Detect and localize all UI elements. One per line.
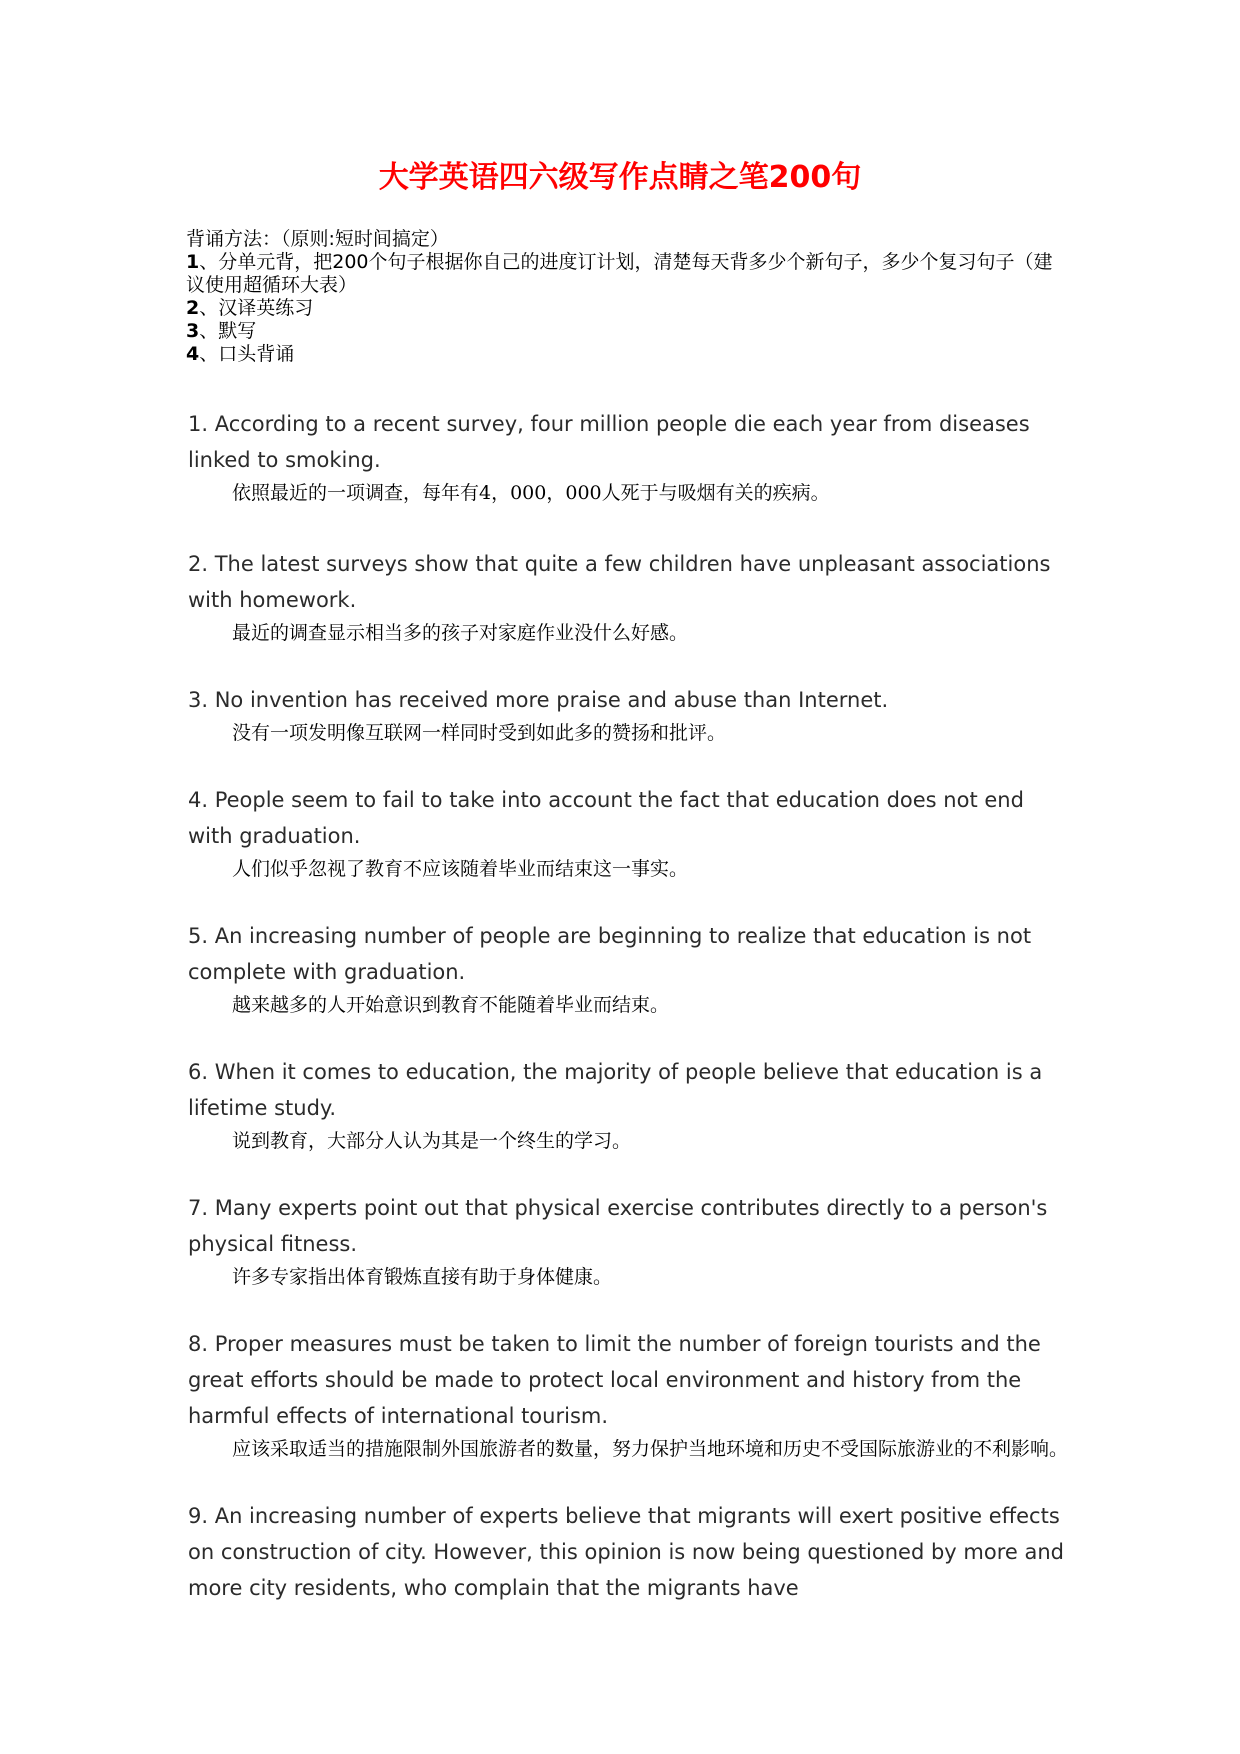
sentence-entry-8 — [188, 1326, 1068, 1464]
document-title: 大学英语四六级写作点睛之笔200句 — [378, 160, 862, 195]
chinese-translation: 越来越多的人开始意识到教育不能随着毕业而结束。 — [232, 994, 670, 1016]
english-sentence: 5. An increasing number of people are beginning to realize that education is not complete with graduation. — [188, 924, 1032, 984]
step-text: 、分单元背，把200个句子根据你自己的进度订计划，清楚每天背多少个新句子，多少个复习句子（建议使用超循环大表） — [186, 251, 1053, 296]
method-step-1 — [186, 251, 1066, 297]
sentence-list — [188, 406, 1068, 1606]
english-sentence: 3. No invention has received more praise and abuse than Internet. — [188, 688, 889, 712]
sentence-entry-6 — [188, 1054, 1068, 1156]
step-number: 3 — [186, 320, 200, 342]
sentence-entry-5 — [188, 918, 1068, 1020]
step-number: 4 — [186, 343, 200, 365]
method-step-4 — [186, 343, 1066, 366]
chinese-translation: 人们似乎忽视了教育不应该随着毕业而结束这一事实。 — [232, 858, 689, 880]
sentence-entry-1 — [188, 406, 1068, 508]
english-sentence: 4. People seem to fail to take into account the fact that education does not end with graduation. — [188, 788, 1024, 848]
english-sentence: 8. Proper measures must be taken to limit the number of foreign tourists and the great efforts should be made to protect local environment and history from the harmful effects of international tourism. — [188, 1332, 1041, 1428]
chinese-translation: 依照最近的一项调查，每年有4，000，000人死于与吸烟有关的疾病。 — [232, 482, 830, 504]
memorization-method — [186, 228, 1066, 366]
chinese-translation: 许多专家指出体育锻炼直接有助于身体健康。 — [232, 1266, 613, 1288]
chinese-translation: 应该采取适当的措施限制外国旅游者的数量，努力保护当地环境和历史不受国际旅游业的不利影响。 — [232, 1438, 1069, 1460]
sentence-entry-7 — [188, 1190, 1068, 1292]
method-step-3 — [186, 320, 1066, 343]
sentence-entry-2 — [188, 546, 1068, 648]
method-step-2 — [186, 297, 1066, 320]
english-sentence: 1. According to a recent survey, four million people die each year from diseases linked to smoking. — [188, 412, 1030, 472]
english-sentence: 6. When it comes to education, the majority of people believe that education is a lifetime study. — [188, 1060, 1043, 1120]
sentence-entry-9 — [188, 1498, 1068, 1606]
method-heading: 背诵方法：（原则:短时间搞定） — [186, 228, 449, 250]
chinese-translation: 最近的调查显示相当多的孩子对家庭作业没什么好感。 — [232, 622, 689, 644]
step-text: 、汉译英练习 — [199, 297, 314, 319]
english-sentence: 2. The latest surveys show that quite a few children have unpleasant associations with homework. — [188, 552, 1051, 612]
step-number: 1 — [186, 251, 200, 273]
step-text: 、口头背诵 — [199, 343, 295, 365]
english-sentence: 9. An increasing number of experts believe that migrants will exert positive effects on construction of city. However, this opinion is now being questioned by more and more city residents, who complain that the migrants have — [188, 1504, 1064, 1600]
sentence-entry-4 — [188, 782, 1068, 884]
sentence-entry-3 — [188, 682, 1068, 748]
step-text: 、默写 — [199, 320, 257, 342]
english-sentence: 7. Many experts point out that physical exercise contributes directly to a person's physical fitness. — [188, 1196, 1048, 1256]
chinese-translation: 没有一项发明像互联网一样同时受到如此多的赞扬和批评。 — [232, 722, 727, 744]
chinese-translation: 说到教育，大部分人认为其是一个终生的学习。 — [232, 1130, 632, 1152]
step-number: 2 — [186, 297, 200, 319]
